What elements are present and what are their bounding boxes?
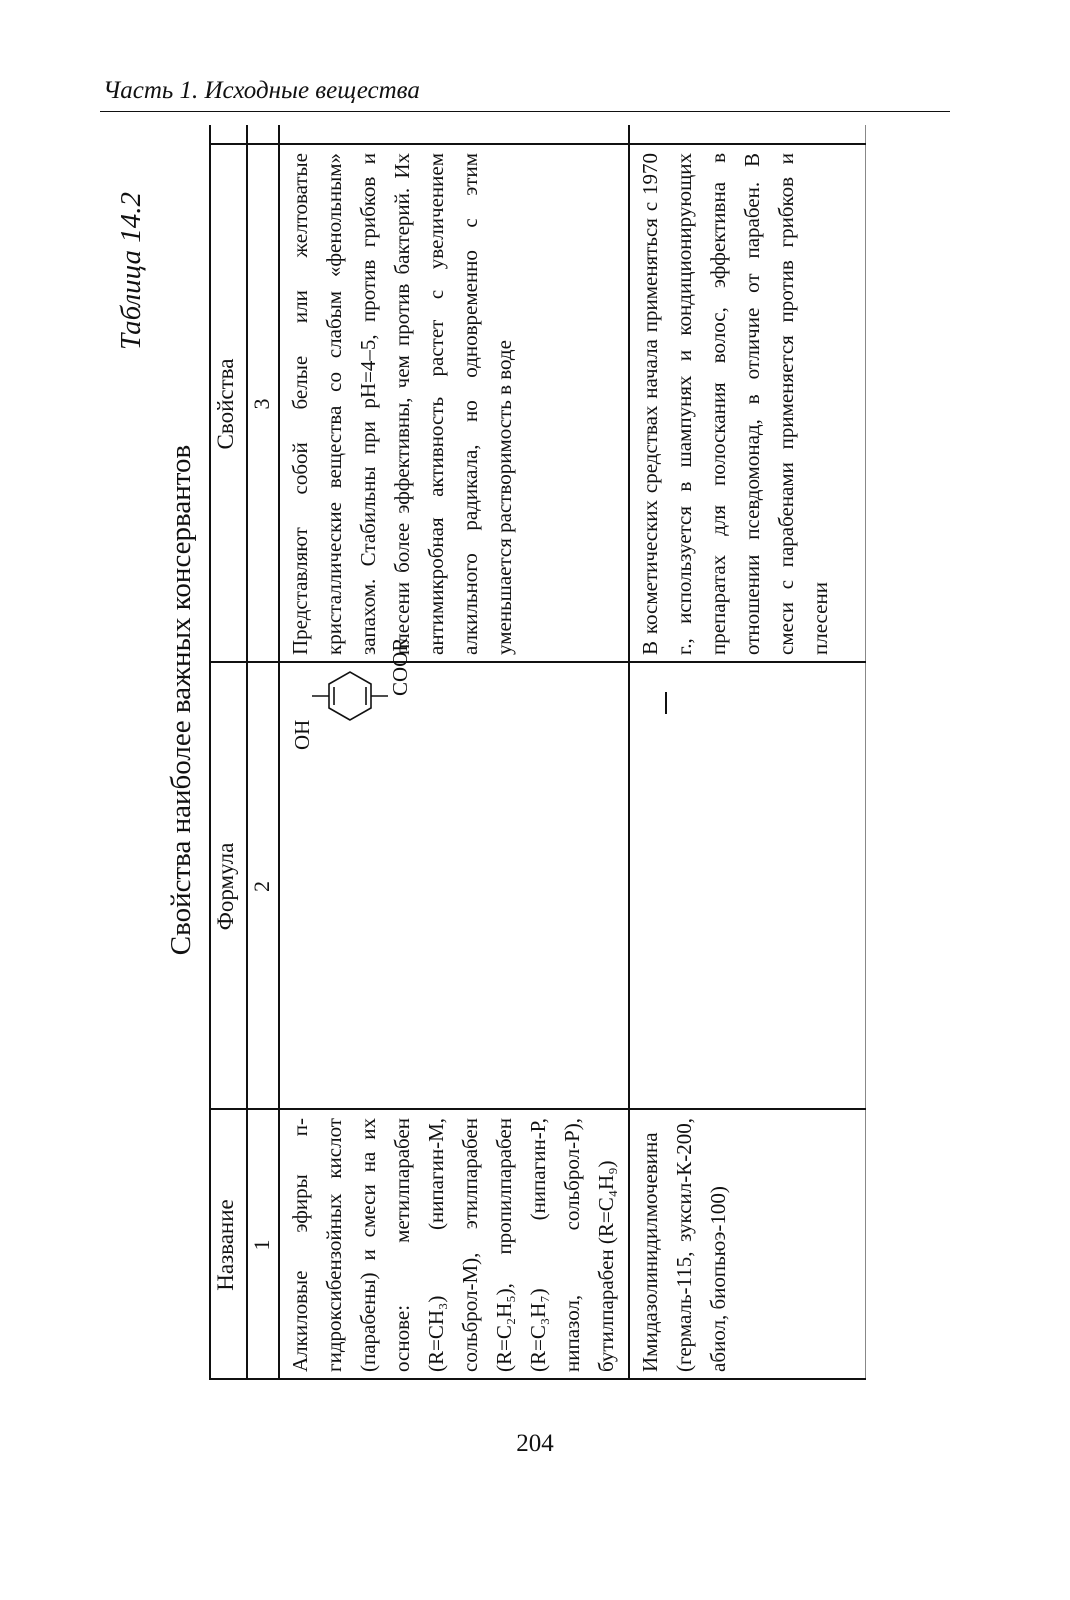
- row-1-properties: Представляют собой белые или желтоватые кристаллические вещества со слабым «фенольным» запахом. Стабильны при pH=4–5, против грибков и плесени более эффективны, чем против бактерий. Их антимикробная активность растет с увеличением алкильного радикала, но одновременно с этим уменьшается растворимость в воде: [288, 153, 516, 655]
- table-num-rule: [278, 125, 280, 1380]
- column-title-name: Название: [213, 1199, 238, 1291]
- running-head: Часть 1. Исходные вещества: [103, 77, 420, 104]
- bottom-group-label: COOR: [388, 637, 412, 696]
- top-group-label: OH: [290, 719, 314, 750]
- table-row-rule: [628, 125, 630, 1380]
- column-number-1: 1: [249, 1239, 274, 1251]
- table-border-top: [209, 125, 211, 1380]
- row-2-properties: В косметических средствах начала применяться с 1970 г., используется в шампунях и кондиционирующих препаратах для полоскания волос, эффективна в отношении псевдомонад, в отличие от парабен. В смеси с парабенами применяется против грибков и плесени: [638, 153, 832, 655]
- column-number-3: 3: [249, 398, 274, 410]
- benzene-ring: [329, 672, 371, 720]
- row-2-formula-dash: [665, 692, 667, 714]
- table-number: Таблица 14.2: [115, 192, 147, 350]
- page-number: 204: [516, 1430, 554, 1457]
- column-title-formula: Формула: [213, 842, 238, 931]
- col-divider-1: [209, 1109, 866, 1111]
- column-number-2: 2: [249, 881, 274, 892]
- row-2-name: Имидазолинидилмочевина (гермаль-115, зуксил-К-200, абиол, биопьюэ-100): [638, 1118, 730, 1372]
- table-title: Свойства наиболее важных консервантов: [165, 444, 197, 956]
- table-bottom-open: [865, 125, 866, 1380]
- table-border-right: [209, 144, 866, 146]
- table-border-left: [209, 1379, 866, 1381]
- table-header-rule: [246, 125, 248, 1380]
- rotated-table-page: [95, 0, 895, 1400]
- row-1-name: Алкиловые эфиры п-гидроксибензойных кислот (парабены) и смеси на их основе: метилпарабен (R=CH₃) (нипагин-М, сольброл-М), этилпарабен (R=C₂H₅), пропилпарабен (R=C₃H₇) (нипагин-Р, нипазол, сольброл-Р), бутилпарабен (R=C₄H₉): [288, 1118, 618, 1372]
- column-title-properties: Свойства: [213, 358, 238, 450]
